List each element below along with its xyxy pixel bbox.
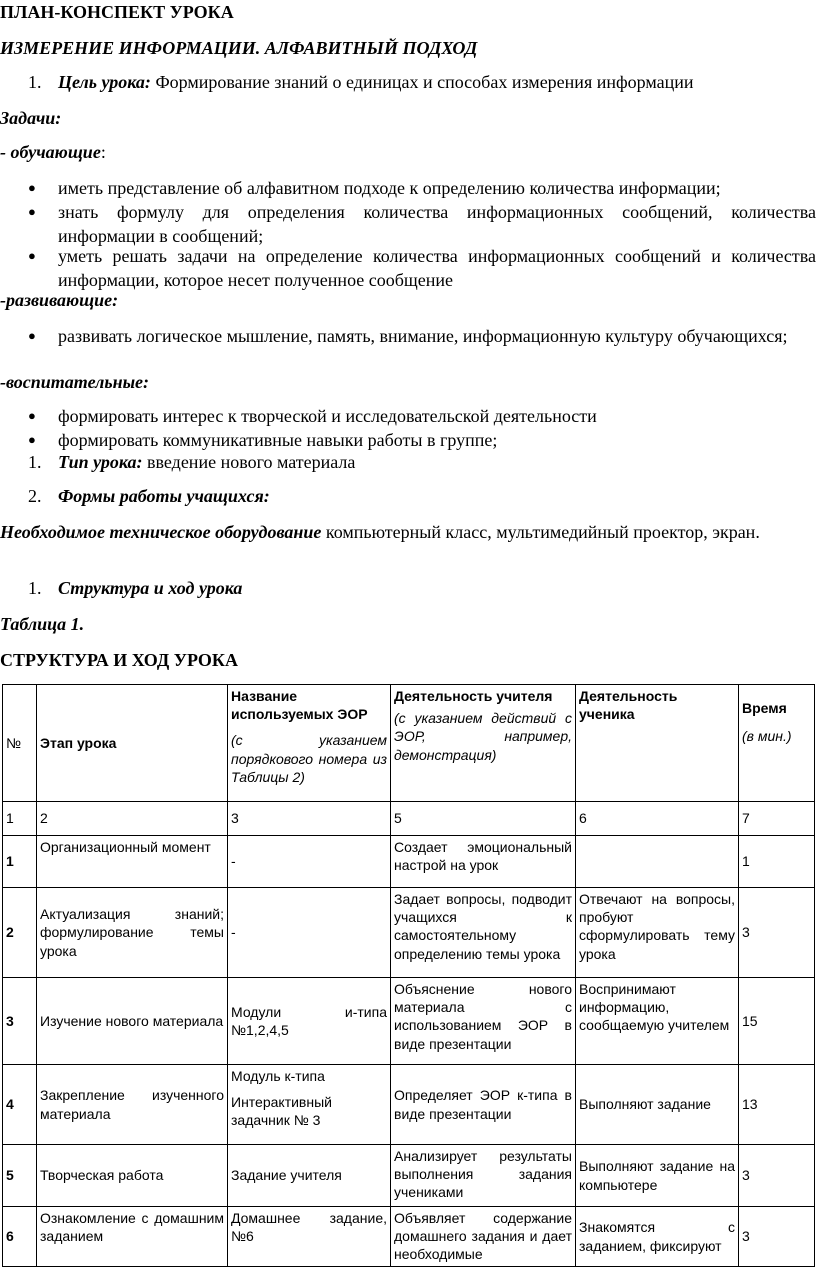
goal-text: Формирование знаний о единицах и способах измерения информации xyxy=(150,72,694,92)
table-caption: Таблица 1. xyxy=(0,614,85,634)
developing-tasks-label: -развивающие: xyxy=(0,290,119,310)
header-student: Деятельность ученика xyxy=(576,685,739,802)
table-row: 3 Изучение нового материала Модули и-типа №1,2,4,5 Объяснение нового материала с использованием ЭОР в виде презентации Воспринимают информацию, сообщаемую учителем 15 xyxy=(3,978,815,1065)
header-time: Время (в мин.) xyxy=(739,685,815,802)
bullet-icon: ● xyxy=(28,432,36,447)
table-row: 2 Актуализация знаний; формулирование темы урока - Задает вопросы, подводит учащихся к самостоятельному определению темы урока Отвечают на вопросы, пробуют сформулировать тему урока 3 xyxy=(3,888,815,978)
table-row: 6 Ознакомление с домашним заданием Домашнее задание, №6 Объявляет содержание домашнего задания и дает необходимые Знакомятся с заданием, фиксируют 3 xyxy=(3,1207,815,1267)
structure-heading: 1. Структура и ход урока xyxy=(28,578,243,598)
lesson-topic: ИЗМЕРЕНИЕ ИНФОРМАЦИИ. АЛФАВИТНЫЙ ПОДХОД xyxy=(0,38,478,58)
document-title: ПЛАН-КОНСПЕКТ УРОКА xyxy=(0,2,234,22)
header-teacher: Деятельность учителя (с указанием действий с ЭОР, например, демонстрация) xyxy=(391,685,576,802)
bullet-icon: ● xyxy=(28,180,36,195)
header-eor: Название используемых ЭОР (с указанием порядкового номера из Таблицы 2) xyxy=(228,685,391,802)
header-no: № xyxy=(3,685,37,802)
header-stage: Этап урока xyxy=(37,685,228,802)
table-row: 5 Творческая работа Задание учителя Анализирует результаты выполнения задания учениками Выполняют задание на компьютере 3 xyxy=(3,1145,815,1207)
bullet-icon: ● xyxy=(28,204,36,219)
table-header-row xyxy=(3,685,815,802)
bullet-icon: ● xyxy=(28,248,36,263)
upbringing-tasks-label: -воспитательные: xyxy=(0,372,150,392)
educational-tasks-label: - обучающие: xyxy=(0,142,106,162)
goal-number: 1. xyxy=(28,72,42,92)
table-title: СТРУКТУРА И ХОД УРОКА xyxy=(0,650,238,670)
goal-label: Цель урока: xyxy=(58,72,151,92)
tasks-heading: Задачи: xyxy=(0,108,62,128)
equipment: Необходимое техническое оборудование компьютерный класс, мультимедийный проектор, экран. xyxy=(0,522,760,542)
lesson-type: 1. Тип урока: введение нового материала xyxy=(28,452,356,472)
bullet-icon: ● xyxy=(28,328,36,343)
table-row: 4 Закрепление изученного материала Модуль к-типа Интерактивный задачник № 3 Определяет ЭОР к-типа в виде презентации Выполняют задание 13 xyxy=(3,1065,815,1145)
table-row: 1 Организационный момент - Создает эмоциональный настрой на урок 1 xyxy=(3,836,815,888)
lesson-goal xyxy=(0,72,816,96)
lesson-structure-table xyxy=(2,684,815,1267)
bullet-icon: ● xyxy=(28,408,36,423)
column-number-row: 1 2 3 5 6 7 xyxy=(3,802,815,836)
work-forms: 2. Формы работы учащихся: xyxy=(28,486,270,506)
